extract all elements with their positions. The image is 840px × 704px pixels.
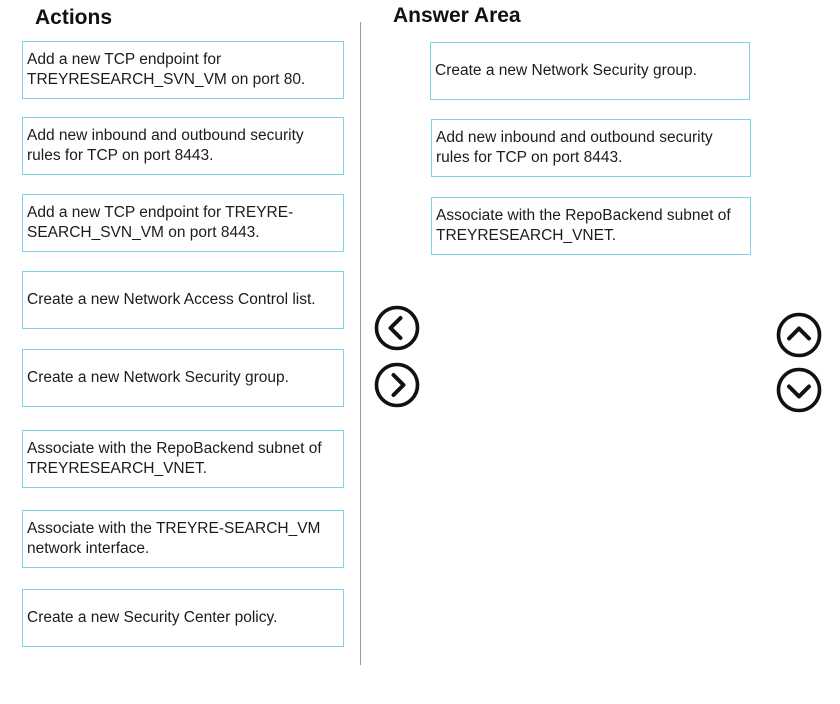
action-item-associate-repobackend-subnet[interactable] (22, 430, 344, 488)
action-item-text: Add new inbound and outbound security rules for TCP on port 8443. (27, 127, 304, 164)
circle-chevron-up-icon (776, 312, 822, 358)
answer-item-text: Add new inbound and outbound security rules for TCP on port 8443. (436, 129, 713, 166)
action-item-text: Create a new Network Access Control list. (27, 291, 316, 308)
answer-area-heading: Answer Area (393, 4, 521, 27)
action-item-associate-vm-network-interface[interactable] (22, 510, 344, 568)
circle-chevron-left-icon (374, 305, 420, 351)
column-divider (360, 22, 361, 665)
move-down-button[interactable] (776, 367, 822, 413)
action-item-add-tcp-endpoint-port-8443[interactable] (22, 194, 344, 252)
answer-item-text: Associate with the RepoBackend subnet of TREYRESEARCH_VNET. (436, 207, 731, 244)
action-item-text: Create a new Security Center policy. (27, 609, 278, 626)
move-up-button[interactable] (776, 312, 822, 358)
answer-item-text: Create a new Network Security group. (435, 62, 697, 79)
move-right-button[interactable] (374, 362, 420, 408)
action-item-text: Add a new TCP endpoint for TREYRESEARCH_SVN_VM on port 80. (27, 51, 306, 88)
action-item-add-tcp-endpoint-port-80[interactable] (22, 41, 344, 99)
action-item-text: Add a new TCP endpoint for TREYRE-SEARCH_SVN_VM on port 8443. (27, 204, 294, 241)
action-item-create-security-center-policy[interactable] (22, 589, 344, 647)
action-item-text: Associate with the RepoBackend subnet of TREYRESEARCH_VNET. (27, 440, 322, 477)
action-item-create-network-acl[interactable] (22, 271, 344, 329)
actions-heading: Actions (35, 6, 113, 29)
action-item-text: Associate with the TREYRE-SEARCH_VM network interface. (27, 520, 321, 557)
action-item-text: Create a new Network Security group. (27, 369, 289, 386)
answer-item-create-network-security-group[interactable] (430, 42, 750, 100)
action-item-add-inbound-outbound-rules[interactable] (22, 117, 344, 175)
action-item-create-network-security-group[interactable] (22, 349, 344, 407)
move-left-button[interactable] (374, 305, 420, 351)
circle-chevron-right-icon (374, 362, 420, 408)
answer-item-add-inbound-outbound-rules[interactable] (431, 119, 751, 177)
answer-item-associate-repobackend-subnet[interactable] (431, 197, 751, 255)
circle-chevron-down-icon (776, 367, 822, 413)
